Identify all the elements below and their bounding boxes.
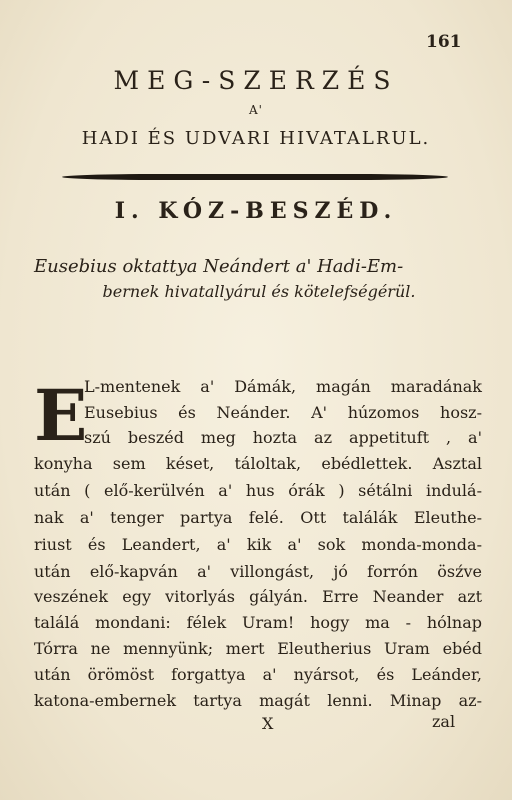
chapter-summary <box>34 254 484 304</box>
main-title: MEG-SZERZÉS <box>113 66 399 95</box>
body-line: után ( elő-kerülvén a' hus órák ) sétálni indulá- <box>34 481 482 500</box>
signature-mark: X <box>262 714 274 733</box>
body-line: után elő-kapván a' villongást, jó forrón ösźve <box>34 562 482 581</box>
title-connector: A' <box>249 103 263 117</box>
body-line: riust és Leandert, a' kik a' sok monda-monda- <box>34 535 482 554</box>
body-line: katona-embernek tartya magát lenni. Minap az- <box>34 691 482 710</box>
chapter-summary-line-2: bernek hivatallyárul és kötelefségérül. <box>102 282 416 301</box>
body-line: szú beszéd meg hozta az appetituft , a' <box>84 428 482 447</box>
page-number: 161 <box>426 32 462 52</box>
decorative-rule <box>62 174 448 180</box>
subtitle: HADI ÉS UDVARI HIVATALRUL. <box>81 128 431 149</box>
body-line: Eusebius és Neánder. A' húzomos hosz- <box>84 403 482 422</box>
drop-cap: E <box>34 374 88 457</box>
catchword: zal <box>432 712 456 731</box>
body-line: nak a' tenger partya felé. Ott találák Eleuthe- <box>34 508 482 527</box>
body-line: után örömöst forgattya a' nyársot, és Leánder, <box>34 665 482 684</box>
chapter-summary-line-1: Eusebius oktattya Neándert a' Hadi-Em- <box>34 256 404 277</box>
body-line: találá mondani: félek Uram! hogy ma - hólnap <box>34 613 482 632</box>
body-line: veszének egy vitorlyás gályán. Erre Neander azt <box>34 587 482 606</box>
section-title: I. KÓZ-BESZÉD. <box>114 198 398 224</box>
body-line: Tórra ne mennyünk; mert Eleutherius Uram ebéd <box>34 639 482 658</box>
body-line: konyha sem késet, táloltak, ebédlettek. Asztal <box>34 454 482 473</box>
body-line: L-mentenek a' Dámák, magán maradának <box>84 377 482 396</box>
